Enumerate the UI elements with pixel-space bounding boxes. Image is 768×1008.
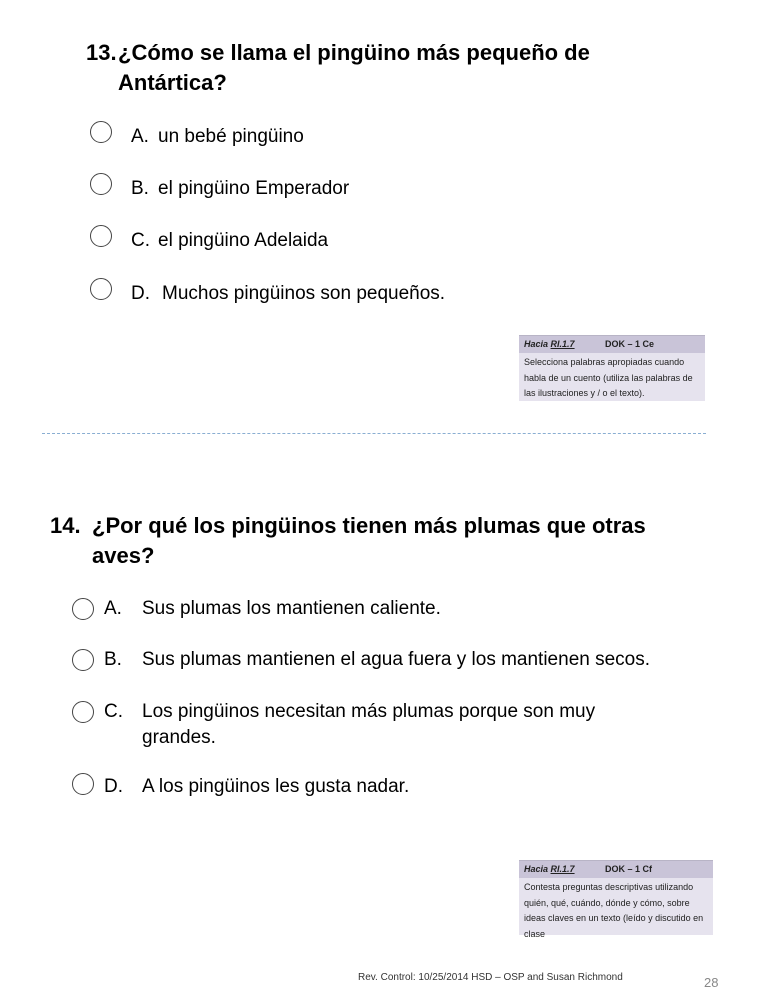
option-13a xyxy=(131,124,651,150)
standard-box-13 xyxy=(519,335,705,401)
revision-footer: Rev. Control: 10/25/2014 HSD – OSP and Susan Richmond xyxy=(358,972,623,983)
answer-radio-14a[interactable] xyxy=(72,598,94,620)
question-14-title xyxy=(50,511,710,571)
standard-box-14 xyxy=(519,860,713,939)
answer-radio-14c[interactable] xyxy=(72,701,94,723)
standard-ref: RI.1.7 xyxy=(550,864,575,874)
option-14b xyxy=(104,647,734,673)
option-letter: D. xyxy=(131,283,150,304)
option-letter: B. xyxy=(104,649,122,670)
answer-radio-14d[interactable] xyxy=(72,773,94,795)
standard-prefix: Hacia xyxy=(524,339,549,349)
section-divider xyxy=(42,433,706,434)
standard-ref: RI.1.7 xyxy=(550,339,575,349)
option-text: un bebé pingüino xyxy=(158,126,304,147)
option-text: Los pingüinos necesitan más plumas porque son muy grandes. xyxy=(142,701,596,748)
option-text: el pingüino Adelaida xyxy=(158,230,329,251)
question-text: ¿Cómo se llama el pingüino más pequeño de Antártica? xyxy=(118,40,590,95)
dok-level: DOK – 1 Cf xyxy=(605,864,653,874)
option-letter: A. xyxy=(131,126,149,147)
option-text: el pingüino Emperador xyxy=(158,178,350,199)
answer-radio-14b[interactable] xyxy=(72,649,94,671)
option-13c xyxy=(131,228,651,254)
dok-level: DOK – 1 Ce xyxy=(605,339,655,349)
standard-header xyxy=(519,861,713,878)
standard-description: Selecciona palabras apropiadas cuando habla de un cuento (utiliza las palabras de las ilustraciones y / o el texto). xyxy=(524,357,693,398)
standard-header xyxy=(519,336,705,353)
answer-radio-13b[interactable] xyxy=(90,173,112,195)
question-number: 13. xyxy=(86,40,117,65)
answer-radio-13d[interactable] xyxy=(90,278,112,300)
standard-prefix: Hacia xyxy=(524,864,549,874)
option-letter: D. xyxy=(104,776,123,797)
question-text: ¿Por qué los pingüinos tienen más plumas que otras aves? xyxy=(92,513,646,568)
option-13d xyxy=(131,281,651,307)
option-13b xyxy=(131,176,651,202)
option-letter: C. xyxy=(131,230,150,251)
option-text: Sus plumas mantienen el agua fuera y los mantienen secos. xyxy=(142,649,651,670)
option-text: Muchos pingüinos son pequeños. xyxy=(162,283,446,304)
option-text: A los pingüinos les gusta nadar. xyxy=(142,776,410,797)
option-letter: B. xyxy=(131,178,149,199)
question-13-title xyxy=(86,38,666,98)
question-number: 14. xyxy=(50,513,81,538)
option-letter: C. xyxy=(104,701,123,722)
answer-radio-13c[interactable] xyxy=(90,225,112,247)
option-14d xyxy=(104,774,664,800)
option-letter: A. xyxy=(104,598,122,619)
standard-description: Contesta preguntas descriptivas utilizando quién, qué, cuándo, dónde y cómo, sobre ideas claves en un texto (leído y discutido en clase xyxy=(524,882,704,939)
option-14a xyxy=(104,596,724,622)
option-14c xyxy=(104,699,664,751)
page-number: 28 xyxy=(704,975,719,990)
answer-radio-13a[interactable] xyxy=(90,121,112,143)
option-text: Sus plumas los mantienen caliente. xyxy=(142,598,441,619)
